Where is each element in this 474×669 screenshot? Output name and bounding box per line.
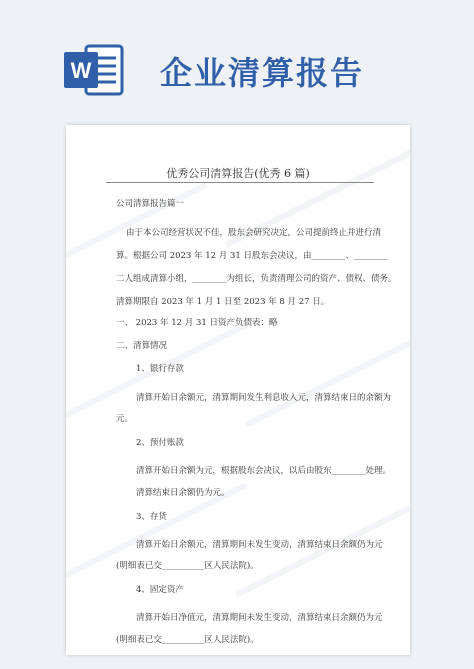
paragraph-line: 清算开始日净值元，清算期间未发生变动，清算结束日余额仍为元 [136, 613, 383, 623]
paragraph-line: 算。根据公司 2023 年 12 月 31 日股东会决议，由________、________ [116, 251, 388, 261]
subsection-heading: 4、固定资产 [136, 585, 184, 595]
paragraph-line: (明细表已交__________区人民法院)。 [116, 561, 259, 571]
paragraph-line: 清算结束日余额仍为元。 [136, 488, 230, 498]
paragraph-line: 清算期限自 2023 年 1 月 1 日至 2023 年 8 月 27 日。 [116, 297, 330, 307]
paragraph-line: 清算开始日余额元，清算期间未发生变动，清算结束日余额仍为元 [136, 540, 383, 550]
title-divider [106, 182, 374, 183]
subsection-heading: 1、银行存款 [136, 364, 184, 374]
list-item: 一、 2023 年 12 月 31 日资产负债表：略 [116, 318, 278, 328]
word-logo-icon [64, 40, 124, 100]
subsection-heading: 3、存货 [136, 512, 167, 522]
section-heading: 公司清算报告篇一 [116, 199, 185, 209]
document-title: 优秀公司清算报告(优秀 6 篇) [166, 167, 310, 180]
paragraph-line: (明细表已交__________区人民法院)。 [116, 635, 259, 645]
list-item: 二、清算情况 [116, 341, 168, 351]
paragraph-line: 清算开始日余额为元，根据股东会决议，以后由股东________处理。 [136, 466, 392, 476]
banner-title: 企业清算报告 [160, 54, 365, 92]
banner [0, 0, 474, 120]
paragraph-line: 清算开始日余额元，清算期间发生利息收入元，清算结束日的余额为 [136, 393, 392, 403]
paragraph-line: 由于本公司经营状况不佳，股东会研究决定，公司提前终止并进行清 [126, 228, 382, 238]
word-logo-letter: W [70, 58, 92, 83]
document-page [66, 125, 410, 655]
paragraph-line: 二人组成清算小组，________为组长，负责清理公司的资产、债权、债务。 [116, 274, 397, 284]
subsection-heading: 2、预付账款 [136, 438, 184, 448]
paragraph-line: 元。 [116, 414, 134, 424]
